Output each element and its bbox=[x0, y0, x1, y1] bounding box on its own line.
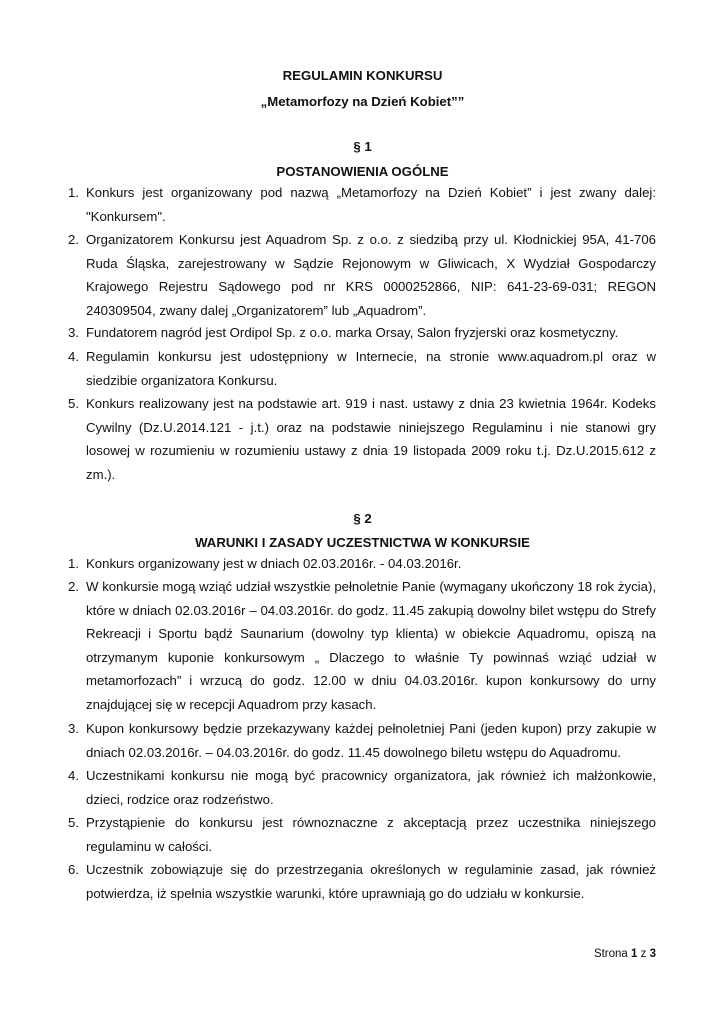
list-item bbox=[68, 858, 656, 905]
page-number bbox=[594, 948, 656, 960]
list-item-text: Konkurs jest organizowany pod nazwą „Metamorfozy na Dzień Kobiet” i jest zwany dalej: "Konkursem". bbox=[86, 185, 656, 224]
page-of: z bbox=[640, 948, 647, 960]
page-current: 1 bbox=[631, 948, 638, 960]
list-item-number: 3. bbox=[68, 721, 79, 736]
page-label: Strona bbox=[593, 948, 628, 960]
page-total: 3 bbox=[649, 948, 656, 960]
list-item-number: 6. bbox=[68, 862, 79, 877]
section-2-heading: WARUNKI I ZASADY UCZESTNICTWA W KONKURSIE bbox=[195, 535, 530, 550]
list-item bbox=[68, 345, 656, 392]
list-item bbox=[68, 764, 656, 811]
list-item-number: 1. bbox=[68, 556, 79, 571]
section-1-sign: § 1 bbox=[353, 139, 372, 154]
list-item-number: 2. bbox=[68, 579, 79, 594]
list-item-text: Konkurs realizowany jest na podstawie art. 919 i nast. ustawy z dnia 23 kwietnia 1964r. Kodeks Cywilny (Dz.U.2014.121 - j.t.) oraz na podstawie niniejszego Regulaminu i nie stanowi gry losowej w rozumieniu w rozumieniu ustawy z dnia 19 listopada 2009 roku t.j. Dz.U.2015.612 z zm.). bbox=[86, 396, 656, 482]
list-item bbox=[68, 575, 656, 717]
document-title: REGULAMIN KONKURSU bbox=[282, 68, 443, 83]
list-item-text: W konkursie mogą wziąć udział wszystkie pełnoletnie Panie (wymagany ukończony 18 rok życia), które w dniach 02.03.2016r – 04.03.2016r. do godz. 11.45 zakupią dowolny bilet wstępu do Strefy Rekreacji i Sportu bądź Saunarium (dowolny typ klienta) w obiekcie Aquadromu, opiszą na otrzymanym kuponie konkursowym „ Dlaczego to właśnie Ty powinnaś wziąć udział w metamorfozach” i wrzucą do godz. 12.00 w dniu 04.03.2016r. kupon konkursowy do urny znajdującej się w recepcji Aquadrom przy kasach. bbox=[86, 579, 656, 712]
list-item-text: Regulamin konkursu jest udostępniony w Internecie, na stronie www.aquadrom.pl oraz w siedzibie organizatora Konkursu. bbox=[86, 349, 656, 388]
list-item-text: Przystąpienie do konkursu jest równoznaczne z akceptacją przez uczestnika niniejszego regulaminu w całości. bbox=[86, 815, 656, 854]
list-item bbox=[68, 717, 656, 764]
section-2-sign: § 2 bbox=[353, 511, 372, 526]
list-item-number: 5. bbox=[68, 396, 79, 411]
list-item-text: Konkurs organizowany jest w dniach 02.03.2016r. - 04.03.2016r. bbox=[86, 556, 462, 571]
list-item-text: Kupon konkursowy będzie przekazywany każdej pełnoletniej Pani (jeden kupon) przy zakupie w dniach 02.03.2016r. – 04.03.2016r. do godz. 11.45 dowolnego biletu wstępu do Aquadromu. bbox=[86, 721, 656, 760]
list-item-text: Organizatorem Konkursu jest Aquadrom Sp. z o.o. z siedzibą przy ul. Kłodnickiej 95A, 41-706 Ruda Śląska, zarejestrowany w Sądzie Rejonowym w Gliwicach, X Wydział Gospodarczy Krajowego Rejestru Sądowego pod nr KRS 0000252866, NIP: 641-23-69-031; REGON 240309504, zwany dalej „Organizatorem” lub „Aquadrom”. bbox=[86, 232, 656, 318]
list-item bbox=[68, 392, 656, 486]
list-item-number: 1. bbox=[68, 185, 79, 200]
document-subtitle: „Metamorfozy na Dzień Kobiet”” bbox=[260, 94, 465, 109]
list-item-number: 2. bbox=[68, 232, 79, 247]
list-item-text: Uczestnik zobowiązuje się do przestrzegania określonych w regulaminie zasad, jak również potwierdza, iż spełnia wszystkie warunki, które uprawniają go do udziału w konkursie. bbox=[86, 862, 656, 901]
list-item-number: 4. bbox=[68, 349, 79, 364]
list-item bbox=[68, 321, 656, 345]
list-item bbox=[68, 228, 656, 322]
list-item bbox=[68, 811, 656, 858]
list-item bbox=[68, 181, 656, 228]
list-item-number: 4. bbox=[68, 768, 79, 783]
list-item-text: Fundatorem nagród jest Ordipol Sp. z o.o. marka Orsay, Salon fryzjerski oraz kosmetyczny. bbox=[86, 325, 619, 340]
list-item-text: Uczestnikami konkursu nie mogą być pracownicy organizatora, jak również ich małżonkowie, dzieci, rodzice oraz rodzeństwo. bbox=[86, 768, 656, 807]
section-1-heading: POSTANOWIENIA OGÓLNE bbox=[276, 164, 449, 179]
list-item-number: 3. bbox=[68, 325, 79, 340]
list-item bbox=[68, 552, 656, 576]
list-item-number: 5. bbox=[68, 815, 79, 830]
